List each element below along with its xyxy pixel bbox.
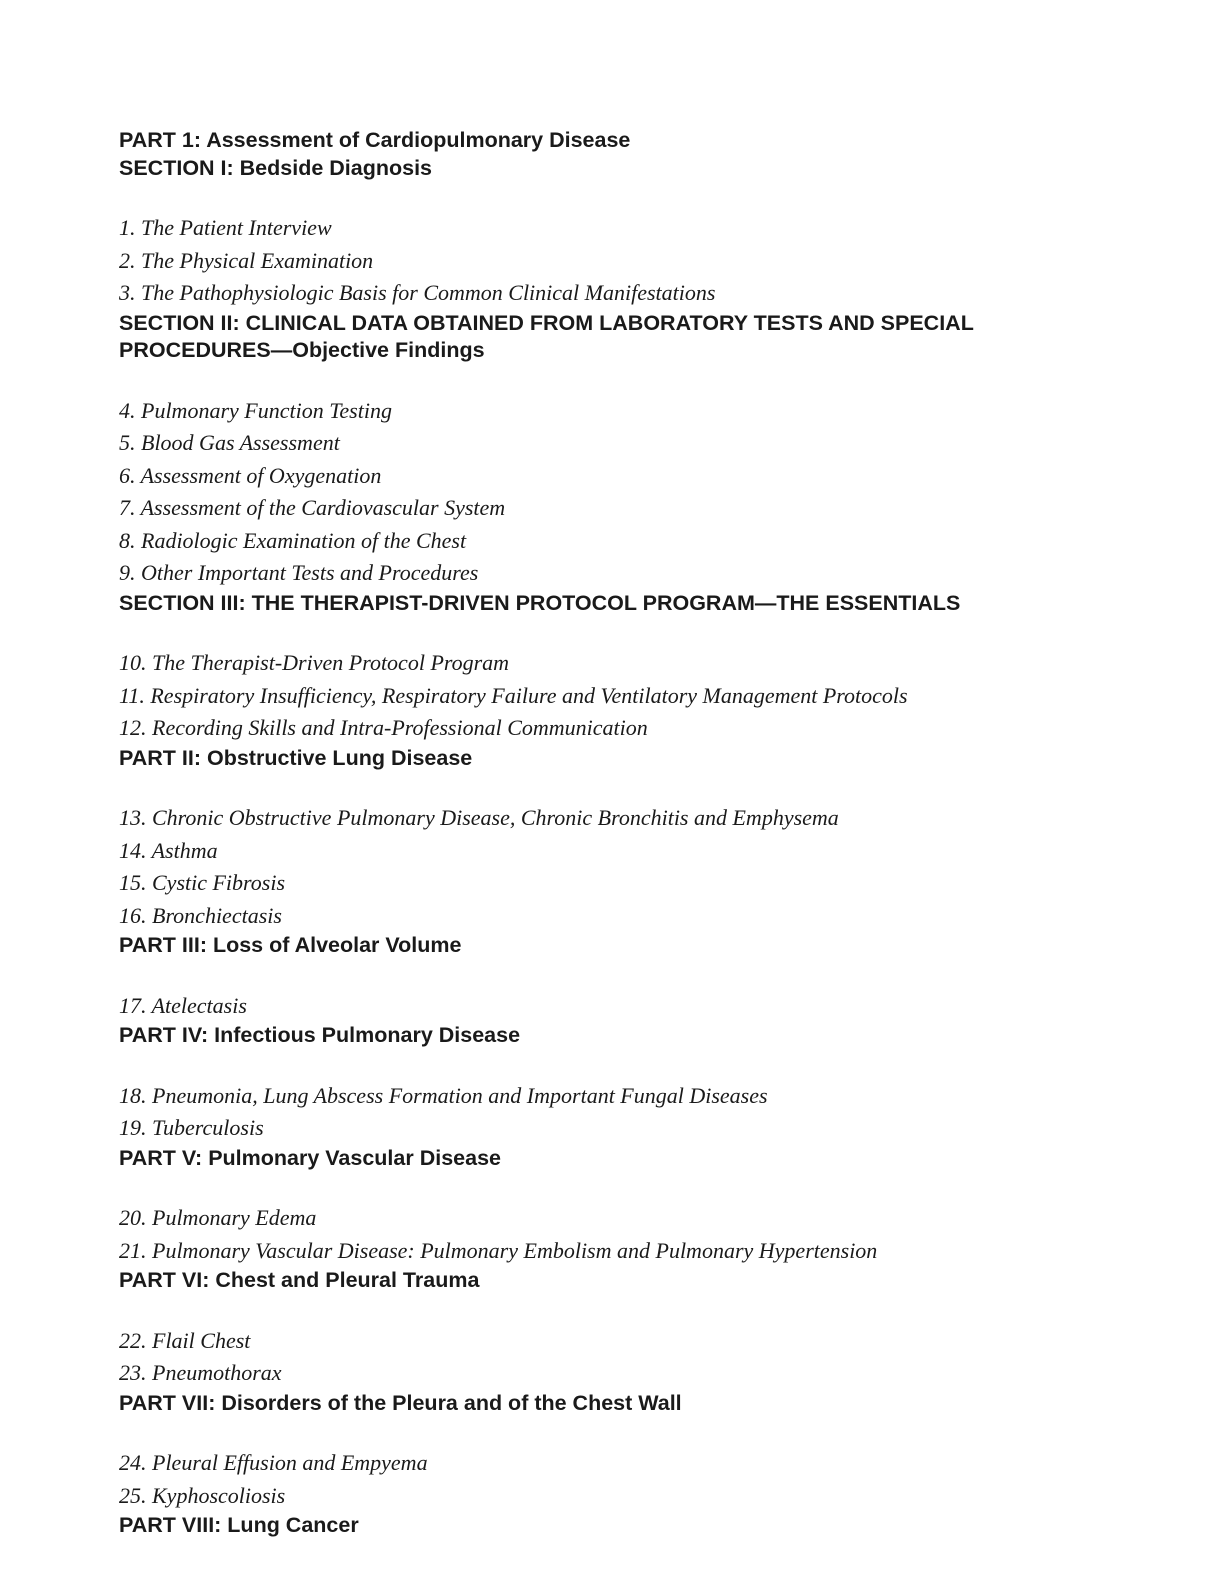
part-heading: PART VI: Chest and Pleural Trauma (119, 1268, 480, 1292)
chapter-list (119, 212, 1119, 310)
chapter-list (119, 990, 1119, 1023)
toc-group-part-3 (119, 932, 1119, 1022)
part-heading: PART III: Loss of Alveolar Volume (119, 933, 462, 957)
part-heading: PART VIII: Lung Cancer (119, 1513, 359, 1537)
section-heading: SECTION I: Bedside Diagnosis (119, 155, 432, 180)
chapter-entry: 2. The Physical Examination (119, 247, 374, 273)
toc-group-section-3 (119, 590, 1119, 745)
chapter-entry: 24. Pleural Effusion and Empyema (119, 1450, 428, 1475)
chapter-entry: 25. Kyphoscoliosis (119, 1482, 286, 1508)
toc-group-part-2 (119, 745, 1119, 933)
toc-group-part-8 (119, 1512, 1119, 1540)
chapter-list (119, 802, 1119, 932)
toc-group-part-1 (119, 127, 1119, 310)
chapter-entry: 5. Blood Gas Assessment (119, 430, 340, 455)
part-heading: PART IV: Infectious Pulmonary Disease (119, 1023, 521, 1047)
part-heading: PART V: Pulmonary Vascular Disease (119, 1145, 501, 1170)
chapter-list (119, 395, 1119, 590)
chapter-entry: 21. Pulmonary Vascular Disease: Pulmonary Embolism and Pulmonary Hypertension (119, 1237, 878, 1263)
chapter-list (119, 1325, 1119, 1390)
chapter-list (119, 647, 1119, 745)
part-heading: PART II: Obstructive Lung Disease (119, 745, 473, 770)
chapter-entry: 13. Chronic Obstructive Pulmonary Disease, Chronic Bronchitis and Emphysema (119, 805, 839, 830)
chapter-entry: 4. Pulmonary Function Testing (119, 397, 392, 423)
chapter-entry: 16. Bronchiectasis (119, 902, 282, 928)
chapter-list (119, 1447, 1119, 1512)
chapter-entry: 8. Radiologic Examination of the Chest (119, 527, 467, 553)
toc-group-part-7 (119, 1390, 1119, 1513)
chapter-entry: 18. Pneumonia, Lung Abscess Formation and Important Fungal Diseases (119, 1082, 768, 1108)
section-heading: SECTION II: CLINICAL DATA OBTAINED FROM LABORATORY TESTS AND SPECIAL PROCEDURES—Objective Findings (119, 310, 974, 362)
chapter-entry: 19. Tuberculosis (119, 1115, 264, 1140)
chapter-entry: 17. Atelectasis (119, 992, 247, 1018)
toc-group-part-6 (119, 1267, 1119, 1390)
toc-group-part-5 (119, 1145, 1119, 1268)
chapter-entry: 15. Cystic Fibrosis (119, 870, 286, 895)
toc-group-part-4 (119, 1022, 1119, 1145)
chapter-entry: 11. Respiratory Insufficiency, Respiratory Failure and Ventilatory Management Protocols (119, 682, 908, 708)
chapter-entry: 22. Flail Chest (119, 1327, 251, 1353)
chapter-entry: 10. The Therapist-Driven Protocol Program (119, 650, 510, 675)
chapter-list (119, 1080, 1119, 1145)
toc-group-section-2 (119, 310, 1119, 590)
table-of-contents (119, 127, 1119, 1540)
section-heading: SECTION III: THE THERAPIST-DRIVEN PROTOCOL PROGRAM—THE ESSENTIALS (119, 590, 961, 615)
chapter-entry: 3. The Pathophysiologic Basis for Common Clinical Manifestations (119, 280, 716, 305)
chapter-list (119, 1202, 1119, 1267)
part-heading: PART VII: Disorders of the Pleura and of the Chest Wall (119, 1390, 682, 1415)
chapter-entry: 6. Assessment of Oxygenation (119, 462, 382, 488)
chapter-entry: 9. Other Important Tests and Procedures (119, 560, 479, 585)
chapter-entry: 12. Recording Skills and Intra-Professional Communication (119, 715, 648, 740)
chapter-entry: 23. Pneumothorax (119, 1360, 282, 1385)
chapter-entry: 1. The Patient Interview (119, 215, 332, 240)
chapter-entry: 20. Pulmonary Edema (119, 1205, 317, 1230)
part-heading: PART 1: Assessment of Cardiopulmonary Disease (119, 128, 631, 152)
chapter-entry: 7. Assessment of the Cardiovascular System (119, 495, 506, 520)
chapter-entry: 14. Asthma (119, 837, 218, 863)
